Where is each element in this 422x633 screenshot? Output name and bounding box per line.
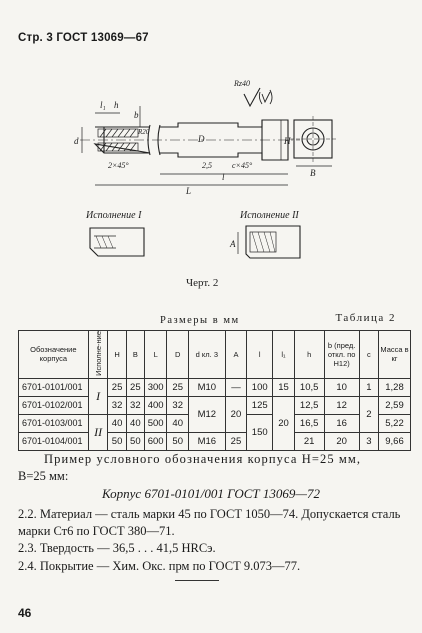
dim-B: B — [310, 168, 316, 178]
table-row: 6701-0102/001 32 32 400 32 М12 20 125 20 12,5 12 2 2,59 — [19, 396, 411, 414]
dim-H: H — [284, 136, 291, 146]
col-mass: Масса в кг — [378, 331, 410, 379]
technical-drawing — [0, 0, 422, 300]
dim-c1: 2×45° — [108, 161, 129, 170]
paragraph-material: 2.2. Материал — сталь марки 45 по ГОСТ 1050—74. Допускается сталь марки Ст6 по ГОСТ 380—71. — [18, 507, 401, 538]
dim-l: l — [222, 172, 225, 182]
table-row: 6701-0101/001 I 25 25 300 25 М10 — 100 15 10,5 10 1 1,28 — [19, 378, 411, 396]
col-variant: Исполне-ние — [88, 331, 108, 379]
roughness-mark — [244, 88, 260, 106]
col-B: B — [126, 331, 144, 379]
col-h: h — [294, 331, 324, 379]
variant-1-sketch — [90, 228, 144, 256]
variant-2-sketch — [238, 226, 300, 258]
variant-1-label: Исполнение I — [86, 210, 142, 221]
dim-L: L — [186, 186, 192, 196]
example-line-1: Пример условного обозначения корпуса H=25 мм, — [44, 452, 362, 466]
col-l: l — [247, 331, 273, 379]
col-c: c — [359, 331, 378, 379]
dim-r2: 2,5 — [202, 161, 212, 170]
col-designation: Обозначение корпуса — [19, 331, 89, 379]
col-l1: l₁ — [273, 331, 295, 379]
variant-2-label: Исполнение II — [240, 210, 299, 221]
example-line-2: B=25 мм: — [18, 469, 69, 483]
paragraph-hardness: 2.3. Твердость — 36,5 . . . 41,5 HRCэ. — [18, 541, 216, 555]
roughness-label: Rz40 — [234, 79, 250, 88]
section-label: A — [230, 239, 236, 249]
designation-example: Корпус 6701-0101/001 ГОСТ 13069—72 — [102, 486, 320, 501]
col-b: b (пред. откл. по H12) — [324, 331, 359, 379]
end-view — [290, 116, 336, 162]
dim-d: d — [74, 136, 79, 146]
table-row: 6701-0103/001 II 40 40 500 40 150 16,5 16 5,22 — [19, 414, 411, 432]
col-A: A — [225, 331, 247, 379]
paragraph-coating: 2.4. Покрытие — Хим. Окс. прм по ГОСТ 9.073—77. — [18, 559, 301, 573]
dim-D: D — [198, 134, 205, 144]
table-row: 6701-0104/001 50 50 600 50 М16 25 21 20 3 9,66 — [19, 432, 411, 450]
table-title: Таблица 2 — [335, 312, 396, 324]
col-L: L — [144, 331, 166, 379]
dim-l1: l₁ — [100, 100, 106, 110]
col-d: d кл. 3 — [189, 331, 226, 379]
dimensions-table — [18, 330, 411, 451]
page-header: Стр. 3 ГОСТ 13069—67 — [18, 32, 149, 44]
col-D: D — [167, 331, 189, 379]
dim-r: R20 — [138, 128, 150, 136]
dim-h: h — [114, 100, 119, 110]
col-H: H — [108, 331, 126, 379]
sizes-caption: Размеры в мм — [160, 315, 240, 326]
dim-c2: c×45° — [232, 161, 253, 170]
dim-b: b — [134, 110, 139, 120]
page-number: 46 — [18, 606, 32, 620]
figure-caption: Черт. 2 — [186, 277, 219, 289]
divider — [175, 580, 219, 581]
